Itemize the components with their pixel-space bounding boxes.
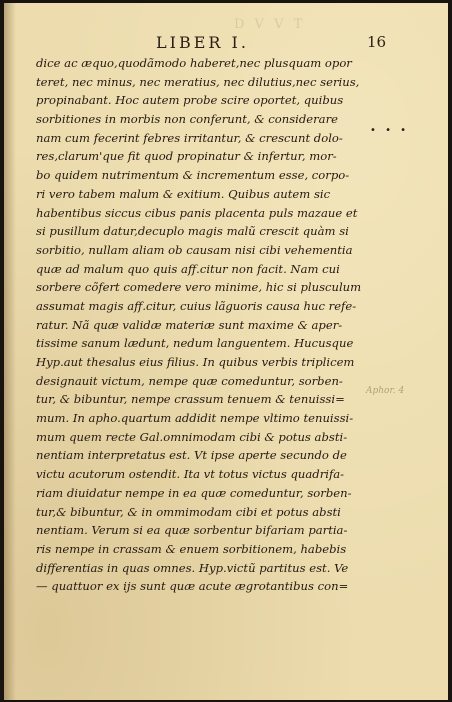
text-line: ris nempe in crassam & enuem sorbitionem, habebis — [36, 541, 347, 556]
text-line: riam diuidatur nempe in ea quæ comeduntur, sorben- — [36, 485, 352, 500]
page-header — [4, 33, 448, 55]
text-line: Hyp.aut thesalus eius filius. In quibus verbis triplicem — [36, 355, 355, 369]
text-line: propinabant. Hoc autem probe scire oportet, quibus — [36, 93, 344, 108]
text-line: differentias in quas omnes. Hyp.victũ partitus est. Ve — [36, 560, 349, 575]
text-line: teret, nec minus, nec meratius, nec dilutius,nec serius, — [36, 74, 360, 89]
page-gutter-shadow — [4, 3, 16, 700]
text-line: dice ac æquo,quodãmodo haberet,nec plusquam opor — [36, 56, 352, 70]
text-line: mum quem recte Gal.omnimodam cibi & potus absti- — [36, 429, 348, 444]
running-head: LIBER I. — [156, 33, 249, 52]
text-line: victu acutorum ostendit. Ita vt totus victus quadrifa- — [36, 467, 345, 482]
text-line: res,clarum'que fit quod propinatur & infertur, mor- — [36, 149, 337, 164]
margin-note: Aphor. 4 — [366, 386, 405, 396]
text-line: tur,& bibuntur, & in ommimodam cibi et potus absti — [36, 504, 341, 519]
text-line: mum. In apho.quartum addidit nempe vltimo tenuissi- — [36, 411, 354, 426]
text-line: assumat magis aff.citur, cuius lãguoris causa huc refe- — [36, 298, 357, 313]
show-through-text: D V V T — [234, 17, 306, 32]
text-line: sorbere cõfert comedere vero minime, hic si plusculum — [36, 280, 362, 295]
text-line: ri vero tabem malum & exitium. Quibus autem sic — [36, 186, 331, 201]
page-number: 16 — [367, 33, 387, 51]
text-line: si pusillum datur,decuplo magis malũ crescit quàm si — [36, 224, 349, 239]
text-line: tissime sanum lædunt, nedum languentem. Hucusque — [36, 336, 354, 351]
text-line: habentibus siccus cibus panis placenta puls mazaue et — [36, 205, 358, 220]
text-line: ratur. Nã quæ validæ materiæ sunt maxime & aper- — [36, 317, 343, 332]
ink-blot-marks: • • • — [370, 125, 410, 136]
text-line: sorbitio, nullam aliam ob causam nisi cibi vehementia — [36, 242, 353, 257]
body-text — [36, 54, 362, 596]
text-line: sorbitiones in morbis non conferunt, & considerare — [36, 112, 338, 127]
text-line: nam cum fecerint febres irritantur, & crescunt dolo- — [36, 130, 343, 145]
text-line: — quattuor ex ijs sunt quæ acute ægrotantibus con= — [36, 579, 349, 594]
text-line: nentiam interpretatus est. Vt ipse aperte secundo de — [36, 448, 347, 463]
text-line: bo quidem nutrimentum & incrementum esse, corpo- — [36, 168, 350, 183]
book-page — [4, 3, 448, 700]
text-line: nentiam. Verum si ea quæ sorbentur bifariam partia- — [36, 523, 348, 538]
text-line: quæ ad malum quo quis aff.citur non facit. Nam cui — [36, 261, 340, 276]
text-line: designauit victum, nempe quæ comeduntur, sorben- — [36, 373, 343, 388]
text-line: tur, & bibuntur, nempe crassum tenuem & tenuissi= — [36, 392, 345, 407]
